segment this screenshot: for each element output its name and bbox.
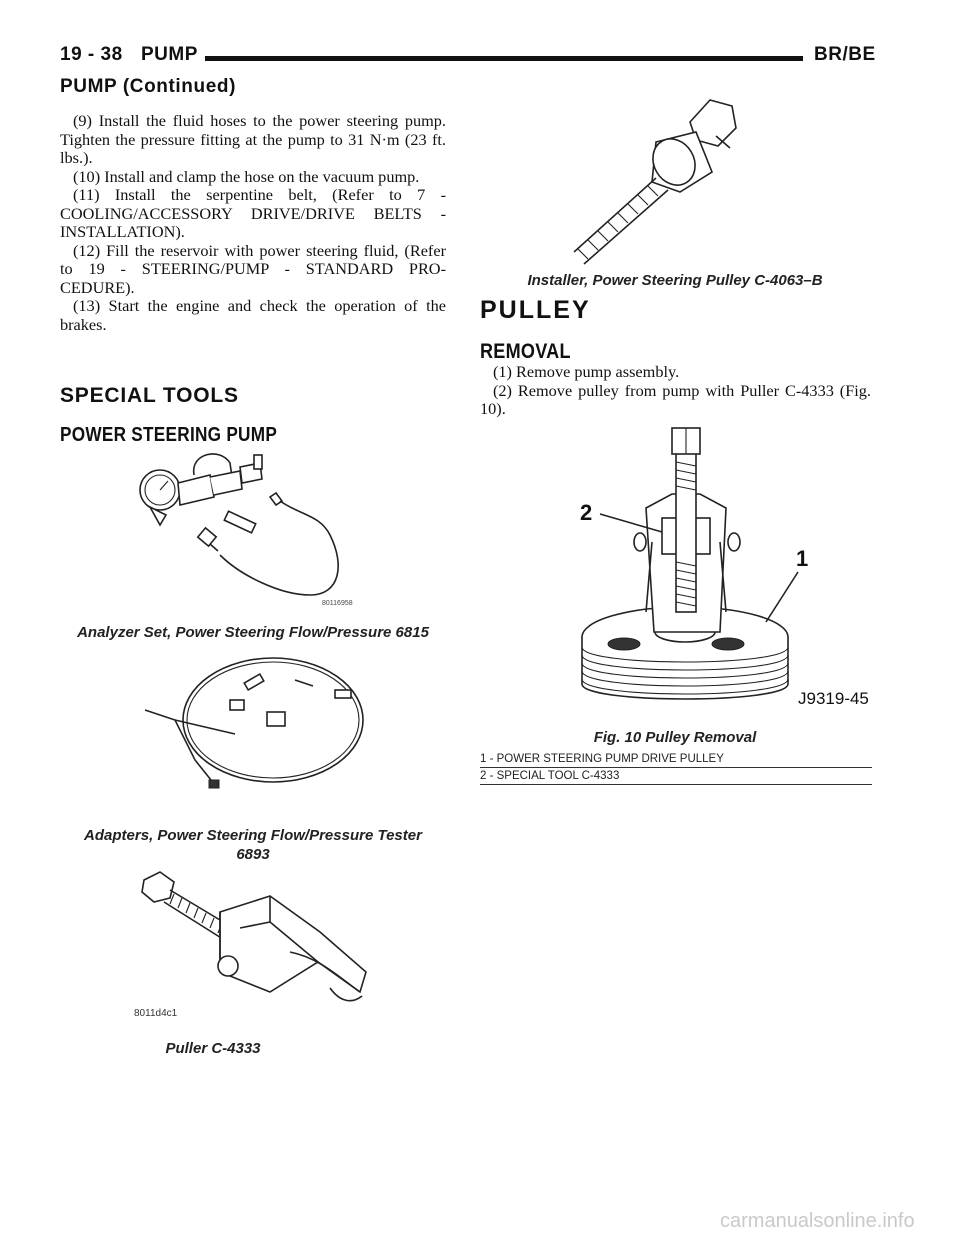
removal-step-1: (1) Remove pump assembly. — [493, 362, 680, 381]
adapters-caption — [60, 826, 446, 864]
analyzer-image-code: 80116958 — [322, 600, 353, 607]
step-12: (12) Fill the reservoir with power steering fluid, (Refer to 19 - STEERING/PUMP - STANDARD PRO- CEDURE). — [60, 240, 446, 297]
installation-steps — [60, 112, 446, 334]
section-title: PUMP — [141, 44, 198, 65]
watermark: carmanualsonline.info — [720, 1210, 915, 1232]
legend-item-2: 2 - SPECIAL TOOL C-4333 — [480, 770, 620, 782]
figure-image-code: J9319-45 — [798, 689, 869, 708]
installer-caption: Installer, Power Steering Pulley C-4063–B — [527, 272, 823, 289]
removal-steps — [480, 363, 871, 419]
puller-illustration — [130, 862, 380, 1022]
power-steering-pump-heading: POWER STEERING PUMP — [60, 424, 278, 446]
adapters-caption-line1: Adapters, Power Steering Flow/Pressure Tester — [84, 827, 422, 844]
pulley-removal-illustration — [560, 422, 880, 722]
continued-heading: PUMP (Continued) — [60, 76, 237, 97]
page-number: 19 - 38 — [60, 44, 123, 65]
step-11: (11) Install the serpentine belt, (Refer to 7 - COOLING/ACCESSORY DRIVE/DRIVE BELTS - INSTALLATION). — [60, 185, 446, 241]
step-9: (9) Install the fluid hoses to the power steering pump. Tighten the pressure fitting at the pump to 31 N·m (23 ft. lbs.). — [60, 111, 446, 167]
fig10-caption: Fig. 10 Pulley Removal — [593, 729, 757, 746]
special-tools-heading: SPECIAL TOOLS — [60, 384, 239, 407]
step-10: (10) Install and clamp the hose on the vacuum pump. — [73, 166, 420, 186]
callout-2: 2 — [580, 500, 593, 525]
analyzer-caption: Analyzer Set, Power Steering Flow/Pressure 6815 — [77, 624, 429, 641]
step-13: (13) Start the engine and check the operation of the brakes. — [60, 296, 446, 334]
puller-caption: Puller C-4333 — [165, 1040, 261, 1057]
fig10-legend — [480, 753, 872, 785]
legend-item-1: 1 - POWER STEERING PUMP DRIVE PULLEY — [480, 753, 724, 765]
removal-step-2: (2) Remove pulley from pump with Puller C-4333 (Fig. 10). — [480, 380, 871, 418]
callout-1: 1 — [796, 546, 809, 571]
analyzer-set-illustration — [130, 445, 380, 615]
header-rule — [205, 56, 803, 61]
adapters-caption-line2: 6893 — [236, 846, 270, 863]
pulley-heading: PULLEY — [480, 296, 591, 324]
legend-bottom-rule — [480, 784, 872, 785]
removal-heading: REMOVAL — [480, 340, 571, 363]
puller-image-code: 8011d4c1 — [134, 1008, 178, 1019]
installer-illustration — [560, 82, 810, 272]
adapters-illustration — [135, 650, 385, 810]
model-code: BR/BE — [814, 44, 876, 65]
